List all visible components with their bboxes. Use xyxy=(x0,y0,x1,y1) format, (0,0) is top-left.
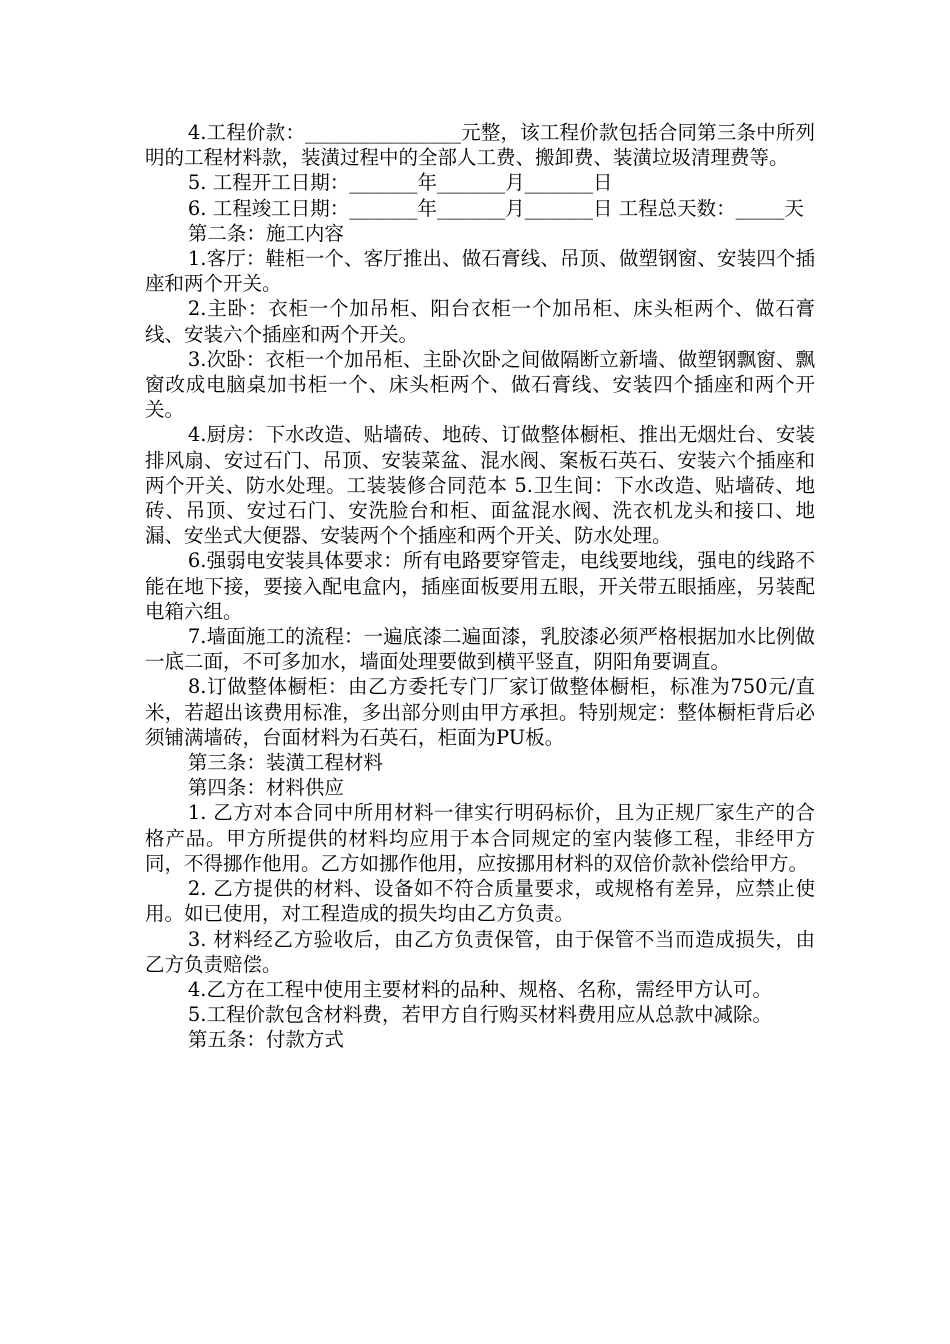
document-page xyxy=(145,120,815,1053)
section-heading-material-supply: 第四条：材料供应 xyxy=(187,776,344,800)
paragraph-supply-3: 3. 材料经乙方验收后，由乙方负责保管，由于保管不当而造成损失，由乙方负责赔偿。 xyxy=(145,927,815,976)
paragraph-wall-painting: 7.墙面施工的流程：一遍底漆二遍面漆，乳胶漆必须严格根据加水比例做一底二面，不可多加水，墙面处理要做到横平竖直，阴阳角要调直。 xyxy=(145,625,815,674)
section-heading-payment: 第五条：付款方式 xyxy=(187,1028,344,1052)
section-heading-materials: 第三条：装潢工程材料 xyxy=(187,751,383,775)
paragraph-cabinets: 8.订做整体橱柜：由乙方委托专门厂家订做整体橱柜，标准为750元/直米，若超出该费用标准，多出部分则由甲方承担。特别规定：整体橱柜背后必须铺满墙砖，台面材料为石英石，柜面为PU板。 xyxy=(145,675,815,749)
paragraph-second-bedroom: 3.次卧：衣柜一个加吊柜、主卧次卧之间做隔断立新墙、做塑钢飘窗、飘窗改成电脑桌加书柜一个、床头柜两个、做石膏线、安装四个插座和两个开关。 xyxy=(145,347,815,422)
section-heading-construction-content: 第二条：施工内容 xyxy=(187,221,344,245)
paragraph-supply-4: 4.乙方在工程中使用主要材料的品种、规格、名称，需经甲方认可。 xyxy=(187,977,772,1001)
paragraph-living-room: 1.客厅：鞋柜一个、客厅推出、做石膏线、吊顶、做塑钢窗、安装四个插座和两个开关。 xyxy=(145,247,815,296)
paragraph-electrical: 6.强弱电安装具体要求：所有电路要穿管走，电线要地线，强电的线路不能在地下接，要接入配电盒内，插座面板要用五眼，开关带五眼插座，另装配电箱六组。 xyxy=(145,549,815,623)
paragraph-supply-1: 1. 乙方对本合同中所用材料一律实行明码标价，且为正规厂家生产的合格产品。甲方所提供的材料均应用于本合同规定的室内装修工程，非经甲方同，不得挪作他用。乙方如挪作他用，应按挪用材料的双倍价款补偿给甲方。 xyxy=(145,801,815,875)
paragraph-supply-2: 2. 乙方提供的材料、设备如不符合质量要求，或规格有差异，应禁止使用。如已使用，对工程造成的损失均由乙方负责。 xyxy=(145,877,815,926)
paragraph-project-price: 4.工程价款：________________元整，该工程价款包括合同第三条中所列明的工程材料款，装潢过程中的全部人工费、搬卸费、装潢垃圾清理费等。 xyxy=(145,121,815,170)
paragraph-kitchen-bathroom: 4.厨房：下水改造、贴墙砖、地砖、订做整体橱柜、推出无烟灶台、安装排风扇、安过石门、吊顶、安装菜盆、混水阀、案板石英石、安装六个插座和两个开关、防水处理。工装装修合同范本 5.卫生间：下水改造、贴墙砖、地砖、吊顶、安过石门、安洗脸台和柜、面盆混水阀、洗衣机龙头和接口、地漏、安坐式大便器、安装两个个插座和两个开关、防水处理。 xyxy=(145,423,815,548)
paragraph-start-date: 5. 工程开工日期：_______年_______月_______日 xyxy=(187,171,613,195)
paragraph-supply-5: 5.工程价款包含材料费，若甲方自行购买材料费用应从总款中减除。 xyxy=(187,1003,772,1027)
paragraph-completion-date: 6. 工程竣工日期：_______年_______月_______日 工程总天数：_____天 xyxy=(187,196,804,220)
paragraph-master-bedroom: 2.主卧：衣柜一个加吊柜、阳台衣柜一个加吊柜、床头柜两个、做石膏线、安装六个插座和两个开关。 xyxy=(145,297,815,346)
